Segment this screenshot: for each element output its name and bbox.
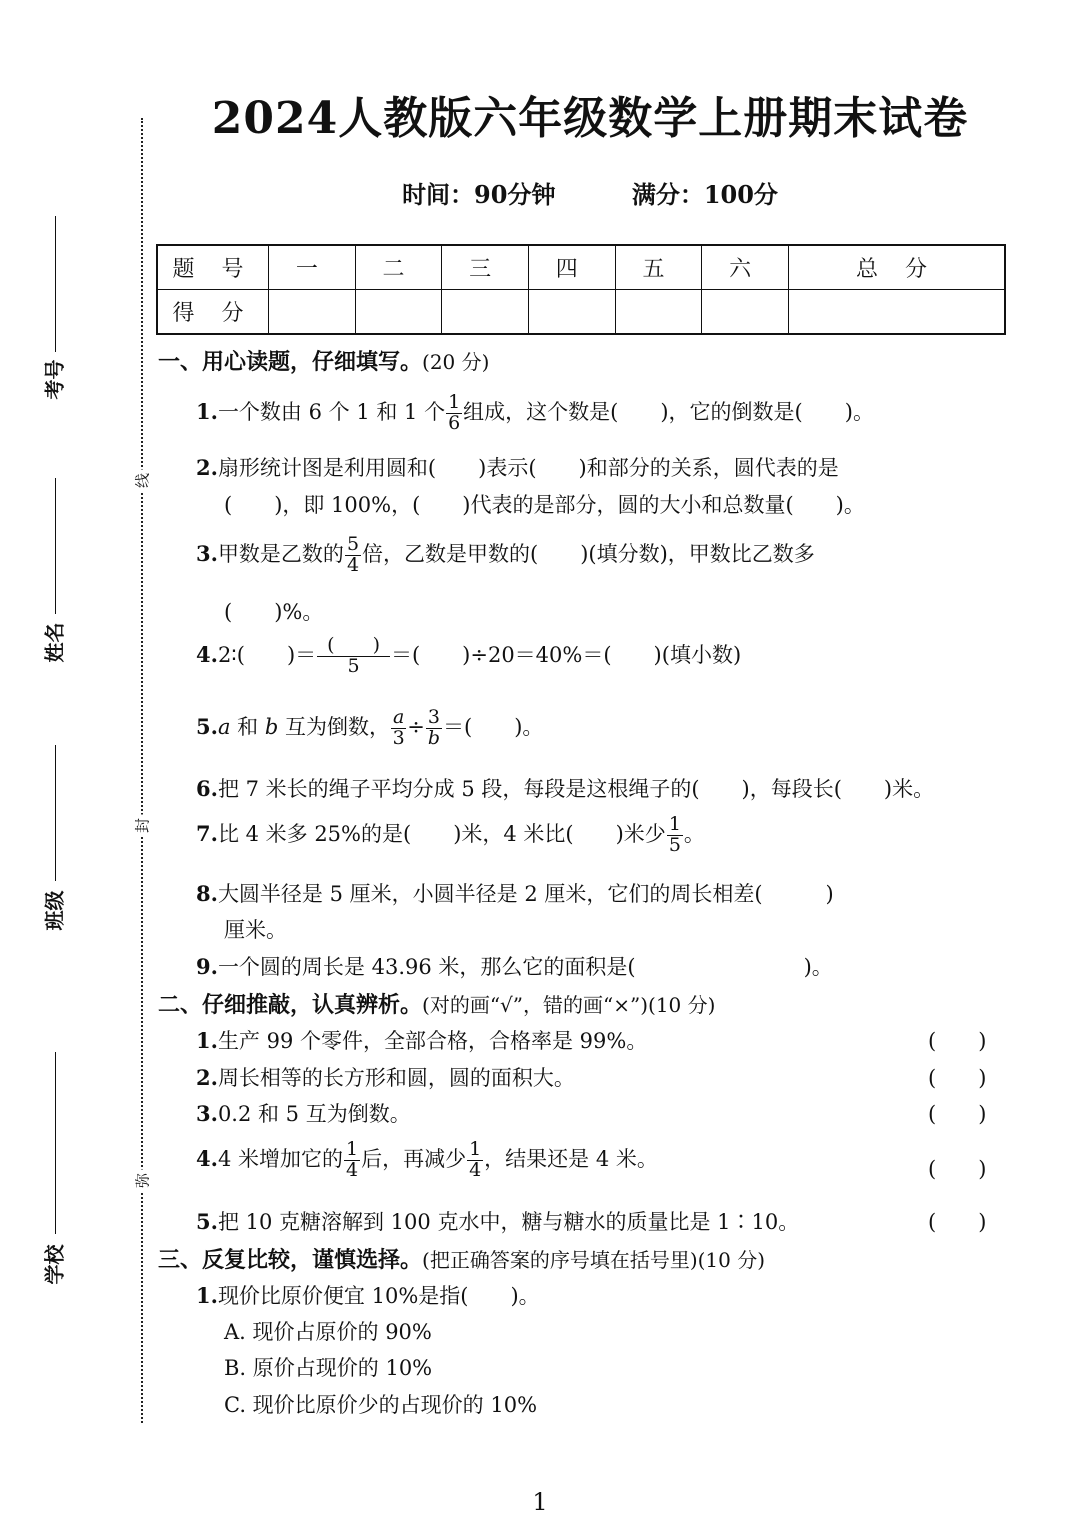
row-header-score: 得 分 [157, 290, 269, 335]
q-number: 2. [196, 455, 218, 480]
s1-question-3 [196, 535, 815, 576]
fraction [344, 1140, 360, 1181]
col-2: 二 [355, 245, 442, 290]
q-text: 0.2 和 5 互为倒数。 [217, 1102, 411, 1126]
score-cell-3[interactable] [442, 290, 529, 335]
denominator: b [427, 726, 441, 749]
s1-question-4 [196, 636, 741, 677]
q-text: 组成，这个数是( )，它的倒数是( )。 [463, 399, 874, 424]
s3-q1-option-a[interactable]: A. 现价占原价的 90% [224, 1320, 432, 1344]
score-table [156, 244, 1006, 335]
numerator: 1 [345, 1138, 359, 1160]
q-number: 3. [196, 540, 218, 566]
section2-note: (对的画“√”，错的画“×”)(10 分) [422, 993, 716, 1017]
q-text: 4 米增加它的 [217, 1146, 343, 1171]
q-number: 8. [196, 881, 218, 906]
q-text: ＝( )。 [443, 714, 544, 739]
row-header-question-number: 题 号 [157, 245, 269, 290]
q-text: 甲数是乙数的 [217, 541, 344, 566]
numerator: 5 [346, 533, 360, 555]
s2-item-4 [196, 1140, 658, 1181]
fraction [667, 815, 683, 856]
score-cell-5[interactable] [615, 290, 702, 335]
q-number: 1. [196, 1283, 218, 1308]
fraction [467, 1140, 483, 1181]
q-number: 4. [196, 1145, 218, 1171]
numerator: a [392, 706, 405, 728]
q-text: 把 10 克糖溶解到 100 克水中，糖与糖水的质量比是 1∶10。 [217, 1210, 800, 1234]
s1-question-2-cont: ( )，即 100%，( )代表的是部分，圆的大小和总数量( )。 [224, 493, 865, 517]
binding-dotted-line [141, 118, 143, 1423]
fraction [426, 708, 442, 749]
section3-note: (把正确答案的序号填在括号里)(10 分) [422, 1248, 766, 1272]
denominator: 4 [346, 553, 360, 576]
q-number: 3. [196, 1101, 218, 1126]
denominator: 5 [347, 654, 360, 677]
s2-item-1 [196, 1025, 647, 1055]
q-text: 大圆半径是 5 厘米，小圆半径是 2 厘米，它们的周长相差( ) [217, 882, 834, 906]
school-label: 学校 [42, 1244, 67, 1285]
q-text: 现价比原价便宜 10%是指( )。 [217, 1284, 540, 1308]
q-text: 互为倒数， [278, 714, 390, 739]
numerator: 1 [469, 1138, 482, 1160]
q-text: 一个圆的周长是 43.96 米，那么它的面积是( )。 [217, 955, 833, 979]
q-number: 1. [196, 398, 218, 424]
score-table-score-row [157, 290, 1005, 335]
section2-heading [158, 988, 715, 1019]
q-text: 一个数由 6 个 1 和 1 个 [217, 399, 446, 424]
s3-q1-option-c[interactable]: C. 现价比原价少的占现价的 10% [224, 1393, 538, 1417]
col-6: 六 [702, 245, 789, 290]
s2-item-5 [196, 1206, 799, 1236]
s3-question-1 [196, 1280, 540, 1310]
q-text: ，结果还是 4 米。 [484, 1146, 658, 1171]
q-number: 4. [196, 641, 218, 667]
numerator: 1 [448, 391, 461, 413]
col-5: 五 [615, 245, 702, 290]
fraction [345, 535, 361, 576]
fraction [446, 393, 462, 434]
col-3: 三 [442, 245, 529, 290]
s1-question-8-cont: 厘米。 [224, 918, 287, 942]
variable-b: b [264, 714, 279, 739]
s2-answer-3[interactable]: ( ) [928, 1102, 987, 1126]
section1-heading [158, 345, 489, 376]
q-text: 倍，乙数是甲数的( )(填分数)，甲数比乙数多 [362, 541, 815, 566]
denominator: 5 [668, 833, 681, 856]
s1-question-7 [196, 815, 705, 856]
section3-heading [158, 1243, 765, 1274]
s1-question-1 [196, 393, 874, 434]
q-text: 后，再减少 [361, 1146, 467, 1171]
s2-answer-4[interactable]: ( ) [928, 1157, 987, 1181]
s1-question-3-cont: ( )%。 [224, 600, 324, 624]
q-number: 1. [196, 1028, 218, 1053]
page-number: 1 [532, 1488, 548, 1516]
numerator: 3 [427, 706, 440, 728]
q-text: 和 [230, 714, 265, 739]
section2-title: 二、仔细推敲，认真辨析。 [158, 993, 423, 1018]
q-text: 2∶( )＝ [217, 642, 317, 667]
score-cell-4[interactable] [528, 290, 615, 335]
s2-answer-2[interactable]: ( ) [928, 1066, 987, 1090]
s1-question-6 [196, 773, 934, 803]
q-text: 。 [683, 821, 705, 846]
col-4: 四 [528, 245, 615, 290]
q-number: 6. [196, 776, 218, 801]
denominator: 3 [392, 726, 405, 749]
score-cell-2[interactable] [355, 290, 442, 335]
denominator: 4 [469, 1158, 482, 1181]
seal-mark-mi: 弥 [132, 1170, 153, 1192]
s2-item-2 [196, 1062, 575, 1092]
class-label: 班级 [42, 890, 67, 931]
score-cell-total[interactable] [788, 290, 1005, 335]
seal-mark-xian: 线 [132, 470, 153, 492]
q-number: 2. [196, 1065, 218, 1090]
q-text: 把 7 米长的绳子平均分成 5 段，每段是这根绳子的( )，每段长( )米。 [217, 777, 935, 801]
score-table-header-row [157, 245, 1005, 290]
col-total: 总 分 [788, 245, 1005, 290]
section1-points: (20 分) [422, 350, 490, 374]
score-cell-1[interactable] [269, 290, 356, 335]
name-blank[interactable] [55, 478, 56, 614]
s1-question-9 [196, 951, 833, 981]
q-text: 扇形统计图是利用圆和( )表示( )和部分的关系，圆代表的是 [217, 456, 839, 480]
numerator: 1 [668, 813, 681, 835]
q-number: 7. [196, 820, 218, 846]
q-text: 比 4 米多 25%的是( )米，4 米比( )米少 [217, 821, 666, 846]
q-text: 周长相等的长方形和圆，圆的面积大。 [217, 1066, 575, 1090]
school-blank[interactable] [55, 1052, 56, 1234]
section1-title: 一、用心读题，仔细填写。 [158, 350, 423, 375]
section3-title: 三、反复比较，谨慎选择。 [158, 1248, 423, 1273]
s2-item-3 [196, 1098, 411, 1128]
name-label: 姓名 [42, 622, 67, 663]
exam-meta [150, 175, 1030, 210]
s2-answer-1[interactable]: ( ) [928, 1029, 987, 1053]
s3-q1-option-b[interactable]: B. 原价占现价的 10% [224, 1356, 433, 1380]
s2-answer-5[interactable]: ( ) [928, 1210, 987, 1234]
class-blank[interactable] [55, 745, 56, 881]
exam-number-blank[interactable] [55, 216, 56, 352]
q-number: 5. [196, 1209, 218, 1234]
full-score: 满分：100分 [631, 180, 778, 209]
q-text: ＝( )÷20＝40%＝( )(填小数) [390, 642, 742, 667]
denominator: 6 [448, 411, 461, 434]
s1-question-2 [196, 452, 839, 482]
score-cell-6[interactable] [702, 290, 789, 335]
fraction [391, 708, 406, 749]
divide-sign: ÷ [407, 714, 425, 739]
denominator: 4 [345, 1158, 359, 1181]
exam-title: 2024人教版六年级数学上册期末试卷 [211, 93, 969, 144]
variable-a: a [217, 714, 231, 739]
exam-number-label: 考号 [42, 359, 67, 400]
s1-question-8 [196, 878, 834, 908]
numerator: ( ) [317, 636, 390, 657]
q-text: 生产 99 个零件，全部合格，合格率是 99%。 [217, 1029, 648, 1053]
seal-mark-feng: 封 [132, 815, 153, 837]
fraction [317, 636, 390, 677]
q-number: 5. [196, 713, 218, 739]
time-limit: 时间：90分钟 [402, 180, 556, 209]
s1-question-5 [196, 708, 543, 749]
q-number: 9. [196, 954, 218, 979]
col-1: 一 [269, 245, 356, 290]
